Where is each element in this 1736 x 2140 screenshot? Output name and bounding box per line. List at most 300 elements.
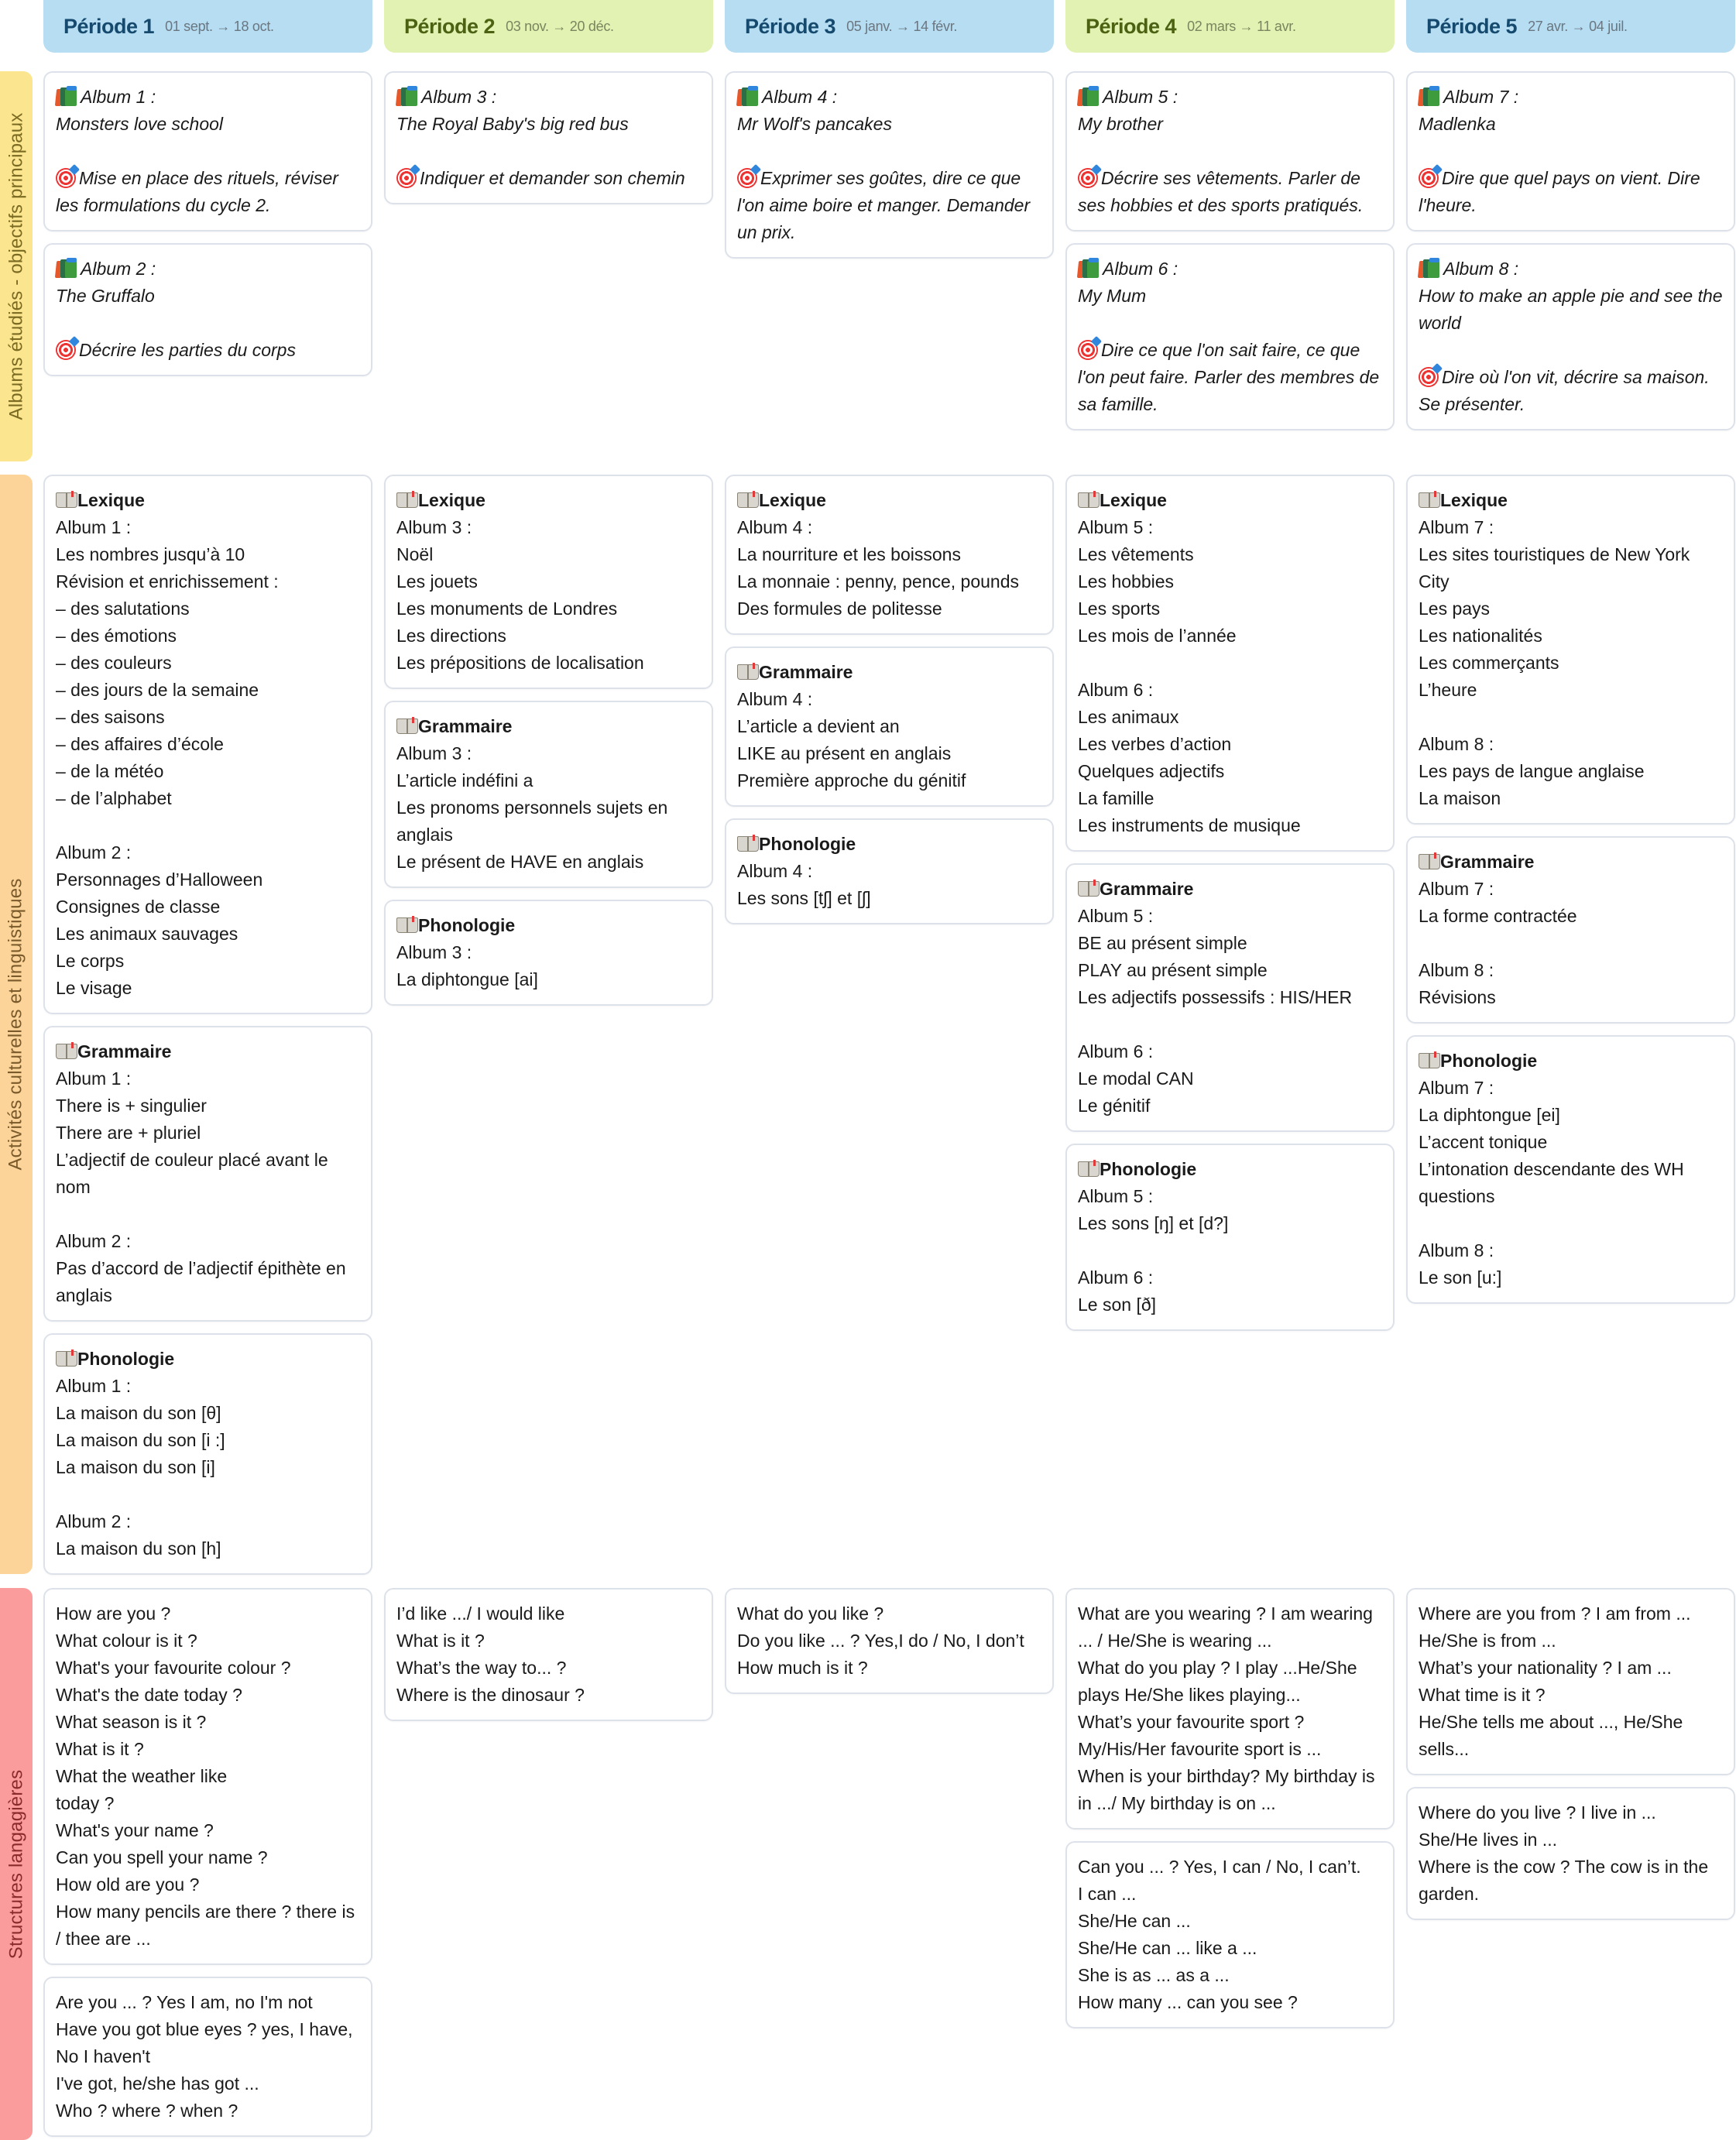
card-line: There is + singulier xyxy=(56,1096,207,1116)
card-line: Les pronoms personnels sujets en anglais xyxy=(396,797,673,845)
heading-text: Phonologie xyxy=(759,834,856,854)
period-title: Période 3 xyxy=(745,14,836,38)
card-line: Les pays de langue anglaise xyxy=(1419,761,1645,781)
card-line: Album 4 : xyxy=(737,689,813,709)
card-line: Le son [u:] xyxy=(1419,1267,1502,1288)
card-heading xyxy=(737,831,1041,858)
period-header-5 xyxy=(1406,0,1735,53)
card-heading xyxy=(56,1346,360,1373)
objective-text: Dire où l'on vit, décrire sa maison. Se présenter. xyxy=(1419,367,1715,414)
card-heading xyxy=(396,487,701,514)
objective-text: Dire ce que l'on sait faire, ce que l'on peut faire. Parler des membres de sa famille. xyxy=(1078,340,1384,414)
card-heading xyxy=(56,1038,360,1065)
period-column-5 xyxy=(1406,475,1735,1575)
card-line: Les hobbies xyxy=(1078,571,1175,592)
heading-text: Phonologie xyxy=(1440,1051,1538,1071)
activity-card-phonologie xyxy=(1065,1144,1395,1331)
card-line: Album 8 : xyxy=(1419,960,1494,980)
card-line: L’adjectif de couleur placé avant le nom xyxy=(56,1150,334,1197)
card-line: Album 2 : xyxy=(56,1231,132,1251)
structure-line: How much is it ? xyxy=(737,1658,868,1678)
card-line: Consignes de classe xyxy=(56,897,221,917)
card-line: Personnages d’Halloween xyxy=(56,869,263,890)
activity-card-grammaire xyxy=(384,701,713,888)
structure-line: He/She tells me about ..., He/She sells... xyxy=(1419,1712,1688,1759)
structure-line: What’s the way to... ? xyxy=(396,1658,567,1678)
activity-card-grammaire xyxy=(43,1026,372,1322)
structure-line: How are you ? xyxy=(56,1603,171,1624)
heading-text: Grammaire xyxy=(77,1041,172,1061)
structure-line: Can you spell your name ? xyxy=(56,1847,268,1867)
period-title: Période 5 xyxy=(1426,14,1518,38)
objective-text: Dire que quel pays on vient. Dire l'heure. xyxy=(1419,168,1706,215)
card-heading xyxy=(396,713,701,740)
structure-line: She/He can ... like a ... xyxy=(1078,1938,1257,1958)
books-icon xyxy=(1078,258,1100,278)
period-dates: 05 janv. → 14 févr. xyxy=(846,18,958,34)
structure-line: What colour is it ? xyxy=(56,1631,197,1651)
section-label-albums: Albums étudiés - objectifs principaux xyxy=(0,71,33,461)
card-heading xyxy=(1078,487,1382,514)
albums-columns xyxy=(43,71,1735,430)
structure-line: How many ... can you see ? xyxy=(1078,1992,1298,2012)
card-line: Les jouets xyxy=(396,571,478,592)
spacer xyxy=(1078,650,1382,677)
open-book-icon xyxy=(56,1044,77,1059)
card-line: Album 1 : xyxy=(56,1068,132,1089)
card-line: Album 3 : xyxy=(396,517,472,537)
structure-line: What season is it ? xyxy=(56,1712,207,1732)
spacer xyxy=(1078,310,1382,337)
structure-line: What's your favourite colour ? xyxy=(56,1658,291,1678)
card-line: Révision et enrichissement : xyxy=(56,571,279,592)
album-title: Monsters love school xyxy=(56,114,224,134)
card-line: – de l’alphabet xyxy=(56,788,172,808)
card-line: Le son [ð] xyxy=(1078,1295,1157,1315)
period-column-3 xyxy=(725,475,1054,1575)
objective-text: Exprimer ses goûtes, dire ce que l'on aime boire et manger. Demander un prix. xyxy=(737,168,1035,242)
album-objective xyxy=(56,165,360,219)
album-label xyxy=(1419,255,1723,283)
structure-line: What's your name ? xyxy=(56,1820,214,1840)
period-column-2 xyxy=(384,475,713,1575)
structure-line: What is it ? xyxy=(396,1631,485,1651)
card-line: Album 5 : xyxy=(1078,1186,1154,1206)
target-icon xyxy=(1078,168,1098,188)
structure-card xyxy=(43,1977,372,2137)
open-book-icon xyxy=(56,1351,77,1367)
card-line: Les sons [ŋ] et [d?] xyxy=(1078,1213,1229,1233)
period-dates: 27 avr. → 04 juil. xyxy=(1528,18,1628,34)
objective-text: Décrire les parties du corps xyxy=(79,340,296,360)
card-line: La maison xyxy=(1419,788,1501,808)
period-column-1 xyxy=(43,475,372,1575)
card-line: Les directions xyxy=(396,626,506,646)
album-number: Album 7 : xyxy=(1443,87,1519,107)
structure-line: What time is it ? xyxy=(1419,1685,1546,1705)
activity-card-lexique xyxy=(43,475,372,1014)
structure-card xyxy=(1065,1841,1395,2029)
card-line: – des couleurs xyxy=(56,653,172,673)
target-icon xyxy=(56,340,76,360)
card-line: Le génitif xyxy=(1078,1096,1151,1116)
album-title: The Gruffalo xyxy=(56,286,155,306)
album-objective xyxy=(1419,165,1723,219)
structure-line: What’s your nationality ? I am ... xyxy=(1419,1658,1672,1678)
card-line: Album 4 : xyxy=(737,861,813,881)
structure-line: I've got, he/she has got ... xyxy=(56,2073,259,2094)
open-book-icon xyxy=(396,492,418,508)
spacer xyxy=(1419,930,1723,957)
period-column-2 xyxy=(384,1588,713,2137)
heading-text: Lexique xyxy=(759,490,826,510)
heading-text: Lexique xyxy=(1440,490,1508,510)
open-book-icon xyxy=(737,664,759,680)
card-line: Les monuments de Londres xyxy=(396,598,618,619)
card-heading xyxy=(737,659,1041,686)
period-title: Période 1 xyxy=(63,14,155,38)
spacer xyxy=(396,138,701,165)
target-icon xyxy=(56,168,76,188)
period-header-4 xyxy=(1065,0,1395,53)
card-line: Les nationalités xyxy=(1419,626,1542,646)
period-header-3 xyxy=(725,0,1054,53)
card-heading xyxy=(396,912,701,939)
card-line: Album 4 : xyxy=(737,517,813,537)
card-line: Album 8 : xyxy=(1419,734,1494,754)
spacer xyxy=(56,310,360,337)
album-title: Mr Wolf's pancakes xyxy=(737,114,892,134)
card-line: La monnaie : penny, pence, pounds xyxy=(737,571,1020,592)
activity-card-lexique xyxy=(1406,475,1735,825)
period-dates: 03 nov. → 20 déc. xyxy=(506,18,614,34)
structure-card xyxy=(1406,1588,1735,1775)
period-header-2 xyxy=(384,0,713,53)
structure-line: Have you got blue eyes ? yes, I have, No I haven't xyxy=(56,2019,358,2066)
open-book-icon xyxy=(737,492,759,508)
period-header-row xyxy=(43,0,1735,53)
album-objective xyxy=(396,165,701,192)
open-book-icon xyxy=(1419,492,1440,508)
heading-text: Grammaire xyxy=(759,662,853,682)
books-icon xyxy=(1419,258,1440,278)
open-book-icon xyxy=(56,492,77,508)
spacer xyxy=(1078,138,1382,165)
album-number: Album 1 : xyxy=(81,87,156,107)
section-label-activities: Activités culturelles et linguistiques xyxy=(0,475,33,1574)
album-title: Madlenka xyxy=(1419,114,1496,134)
structure-line: I’d like .../ I would like xyxy=(396,1603,565,1624)
heading-text: Phonologie xyxy=(1100,1159,1197,1179)
card-line: BE au présent simple xyxy=(1078,933,1247,953)
card-line: Pas d’accord de l’adjectif épithète en anglais xyxy=(56,1258,352,1305)
section-albums xyxy=(0,71,1736,461)
activity-card-lexique xyxy=(384,475,713,689)
card-line: LIKE au présent en anglais xyxy=(737,743,952,763)
card-line: – des émotions xyxy=(56,626,177,646)
activity-card-phonologie xyxy=(725,818,1054,924)
period-column-4 xyxy=(1065,1588,1395,2137)
album-label xyxy=(1078,255,1382,283)
structure-line: When is your birthday? My birthday is in .../ My birthday is on ... xyxy=(1078,1766,1380,1813)
card-line: La forme contractée xyxy=(1419,906,1577,926)
album-objective xyxy=(737,165,1041,246)
card-line: Album 6 : xyxy=(1078,1041,1154,1061)
card-line: Les commerçants xyxy=(1419,653,1559,673)
card-line: PLAY au présent simple xyxy=(1078,960,1268,980)
card-line: Album 7 : xyxy=(1419,517,1494,537)
section-activities xyxy=(0,475,1736,1574)
card-line: – de la météo xyxy=(56,761,164,781)
card-line: Album 3 : xyxy=(396,743,472,763)
period-column-1 xyxy=(43,71,372,430)
card-line: Les adjectifs possessifs : HIS/HER xyxy=(1078,987,1353,1007)
album-card xyxy=(43,243,372,376)
target-icon xyxy=(1078,340,1098,360)
album-number: Album 4 : xyxy=(762,87,838,107)
structure-line: How many pencils are there ? there is / thee are ... xyxy=(56,1902,360,1949)
album-label xyxy=(396,84,701,111)
card-line: Les sports xyxy=(1078,598,1161,619)
album-title: My brother xyxy=(1078,114,1163,134)
structure-line: She/He can ... xyxy=(1078,1911,1191,1931)
open-book-icon xyxy=(1078,492,1100,508)
heading-text: Phonologie xyxy=(77,1349,175,1369)
card-line: Album 1 : xyxy=(56,517,132,537)
album-card xyxy=(1406,243,1735,430)
heading-text: Lexique xyxy=(77,490,145,510)
album-label xyxy=(1419,84,1723,111)
album-number: Album 6 : xyxy=(1103,259,1178,279)
card-line: – des affaires d’école xyxy=(56,734,224,754)
period-column-3 xyxy=(725,71,1054,430)
spacer xyxy=(56,1201,360,1228)
books-icon xyxy=(56,258,77,278)
card-line: There are + pluriel xyxy=(56,1123,201,1143)
album-objective xyxy=(1078,337,1382,418)
target-icon xyxy=(737,168,757,188)
card-line: Révisions xyxy=(1419,987,1496,1007)
activity-card-grammaire xyxy=(1065,863,1395,1132)
card-line: Les nombres jusqu’à 10 xyxy=(56,544,245,564)
spacer xyxy=(1419,1210,1723,1237)
card-line: Album 7 : xyxy=(1419,879,1494,899)
card-heading xyxy=(737,487,1041,514)
card-line: L’article a devient an xyxy=(737,716,900,736)
card-line: Des formules de politesse xyxy=(737,598,942,619)
card-heading xyxy=(1078,1156,1382,1183)
period-header-1 xyxy=(43,0,372,53)
structures-columns xyxy=(43,1588,1735,2137)
album-number: Album 8 : xyxy=(1443,259,1519,279)
card-line: Album 6 : xyxy=(1078,680,1154,700)
card-line: La maison du son [i] xyxy=(56,1457,215,1477)
objective-text: Mise en place des rituels, réviser les formulations du cycle 2. xyxy=(56,168,344,215)
structure-line: My/His/Her favourite sport is ... xyxy=(1078,1739,1322,1759)
structure-line: I can ... xyxy=(1078,1884,1137,1904)
period-column-2 xyxy=(384,71,713,430)
structure-line: Are you ... ? Yes I am, no I'm not xyxy=(56,1992,313,2012)
structure-line: What the weather like xyxy=(56,1766,228,1786)
album-card xyxy=(1065,243,1395,430)
card-line: Les prépositions de localisation xyxy=(396,653,644,673)
activity-card-phonologie xyxy=(1406,1035,1735,1304)
open-book-icon xyxy=(737,836,759,852)
card-heading xyxy=(1078,876,1382,903)
period-dates: 02 mars → 11 avr. xyxy=(1187,18,1296,34)
structure-card xyxy=(384,1588,713,1721)
card-line: L’intonation descendante des WH questions xyxy=(1419,1159,1690,1206)
card-line: La famille xyxy=(1078,788,1154,808)
structure-line: today ? xyxy=(56,1793,115,1813)
card-line: Les pays xyxy=(1419,598,1491,619)
card-line: La nourriture et les boissons xyxy=(737,544,961,564)
books-icon xyxy=(1419,86,1440,106)
open-book-icon xyxy=(1078,1161,1100,1177)
card-line: La maison du son [h] xyxy=(56,1538,221,1559)
period-column-5 xyxy=(1406,71,1735,430)
card-line: Album 7 : xyxy=(1419,1078,1494,1098)
album-label xyxy=(56,84,360,111)
card-line: Album 5 : xyxy=(1078,906,1154,926)
card-line: Album 2 : xyxy=(56,842,132,863)
activity-card-phonologie xyxy=(43,1333,372,1575)
heading-text: Lexique xyxy=(418,490,485,510)
structure-line: Who ? where ? when ? xyxy=(56,2101,238,2121)
album-title: How to make an apple pie and see the world xyxy=(1419,286,1727,333)
card-line: Les instruments de musique xyxy=(1078,815,1301,835)
album-card xyxy=(1065,71,1395,231)
spacer xyxy=(56,138,360,165)
activity-card-phonologie xyxy=(384,900,713,1006)
album-card xyxy=(384,71,713,204)
card-line: La diphtongue [ei] xyxy=(1419,1105,1560,1125)
structure-card xyxy=(43,1588,372,1965)
spacer xyxy=(1419,337,1723,364)
section-structures xyxy=(0,1588,1736,2140)
books-icon xyxy=(1078,86,1100,106)
card-line: Les sites touristiques de New York City xyxy=(1419,544,1695,592)
open-book-icon xyxy=(396,917,418,933)
period-column-5 xyxy=(1406,1588,1735,2137)
card-line: L’article indéfini a xyxy=(396,770,533,790)
structure-line: She/He lives in ... xyxy=(1419,1830,1557,1850)
card-line: Noël xyxy=(396,544,434,564)
activity-card-grammaire xyxy=(1406,836,1735,1024)
period-dates: 01 sept. → 18 oct. xyxy=(165,18,274,34)
target-icon xyxy=(1419,168,1439,188)
books-icon xyxy=(737,86,759,106)
card-line: – des salutations xyxy=(56,598,190,619)
period-title: Période 2 xyxy=(404,14,496,38)
structure-line: What are you wearing ? I am wearing ... / He/She is wearing ... xyxy=(1078,1603,1378,1651)
album-card xyxy=(725,71,1054,259)
card-line: Le présent de HAVE en anglais xyxy=(396,852,644,872)
structure-line: She is as ... as a ... xyxy=(1078,1965,1230,1985)
open-book-icon xyxy=(1419,1053,1440,1068)
structure-line: He/She is from ... xyxy=(1419,1631,1556,1651)
structure-line: Where do you live ? I live in ... xyxy=(1419,1802,1656,1823)
structure-line: What do you play ? I play ...He/She plays He/She likes playing... xyxy=(1078,1658,1362,1705)
album-label xyxy=(56,255,360,283)
album-card xyxy=(1406,71,1735,231)
album-label xyxy=(737,84,1041,111)
card-line: Les verbes d’action xyxy=(1078,734,1232,754)
heading-text: Grammaire xyxy=(1100,879,1194,899)
books-icon xyxy=(56,86,77,106)
period-column-4 xyxy=(1065,475,1395,1575)
spacer xyxy=(56,812,360,839)
structure-line: Can you ... ? Yes, I can / No, I can’t. xyxy=(1078,1857,1361,1877)
structure-card xyxy=(725,1588,1054,1694)
spacer xyxy=(737,138,1041,165)
objective-text: Indiquer et demander son chemin xyxy=(420,168,685,188)
structure-line: How old are you ? xyxy=(56,1874,200,1895)
album-number: Album 2 : xyxy=(81,259,156,279)
spacer xyxy=(56,1481,360,1508)
album-objective xyxy=(1078,165,1382,219)
card-line: Le visage xyxy=(56,978,132,998)
structure-line: What's the date today ? xyxy=(56,1685,242,1705)
structure-line: Where is the cow ? The cow is in the garden. xyxy=(1419,1857,1714,1904)
spacer xyxy=(1078,1237,1382,1264)
album-title: My Mum xyxy=(1078,286,1147,306)
card-line: Première approche du génitif xyxy=(737,770,966,790)
activity-card-lexique xyxy=(725,475,1054,635)
card-line: Les mois de l’année xyxy=(1078,626,1237,646)
heading-text: Phonologie xyxy=(418,915,516,935)
section-label-structures: Structures langagières xyxy=(0,1588,33,2140)
card-line: Album 3 : xyxy=(396,942,472,962)
period-column-1 xyxy=(43,1588,372,2137)
card-heading xyxy=(1419,487,1723,514)
card-line: Les animaux xyxy=(1078,707,1179,727)
album-number: Album 3 : xyxy=(421,87,497,107)
books-icon xyxy=(396,86,418,106)
card-line: Les vêtements xyxy=(1078,544,1194,564)
card-line: La diphtongue [ai] xyxy=(396,969,538,989)
spacer xyxy=(1419,704,1723,731)
card-line: L’accent tonique xyxy=(1419,1132,1548,1152)
album-title: The Royal Baby's big red bus xyxy=(396,114,629,134)
card-line: Album 5 : xyxy=(1078,517,1154,537)
target-icon xyxy=(396,168,417,188)
card-line: La maison du son [i :] xyxy=(56,1430,225,1450)
card-line: – des jours de la semaine xyxy=(56,680,259,700)
card-line: La maison du son [θ] xyxy=(56,1403,221,1423)
activity-card-grammaire xyxy=(725,646,1054,807)
period-title: Période 4 xyxy=(1086,14,1177,38)
heading-text: Grammaire xyxy=(418,716,513,736)
card-line: Quelques adjectifs xyxy=(1078,761,1225,781)
period-column-3 xyxy=(725,1588,1054,2137)
card-line: Album 1 : xyxy=(56,1376,132,1396)
card-line: Les sons [tʃ] et [ʃ] xyxy=(737,888,871,908)
heading-text: Grammaire xyxy=(1440,852,1535,872)
album-objective xyxy=(1419,364,1723,418)
card-line: Le modal CAN xyxy=(1078,1068,1194,1089)
card-line: Le corps xyxy=(56,951,125,971)
structure-card xyxy=(1065,1588,1395,1830)
card-line: Album 8 : xyxy=(1419,1240,1494,1260)
target-icon xyxy=(1419,367,1439,387)
spacer xyxy=(1078,1011,1382,1038)
card-line: – des saisons xyxy=(56,707,165,727)
card-line: Album 6 : xyxy=(1078,1267,1154,1288)
card-line: Album 2 : xyxy=(56,1511,132,1531)
objective-text: Décrire ses vêtements. Parler de ses hobbies et des sports pratiqués. xyxy=(1078,168,1366,215)
structure-line: What’s your favourite sport ? xyxy=(1078,1712,1305,1732)
